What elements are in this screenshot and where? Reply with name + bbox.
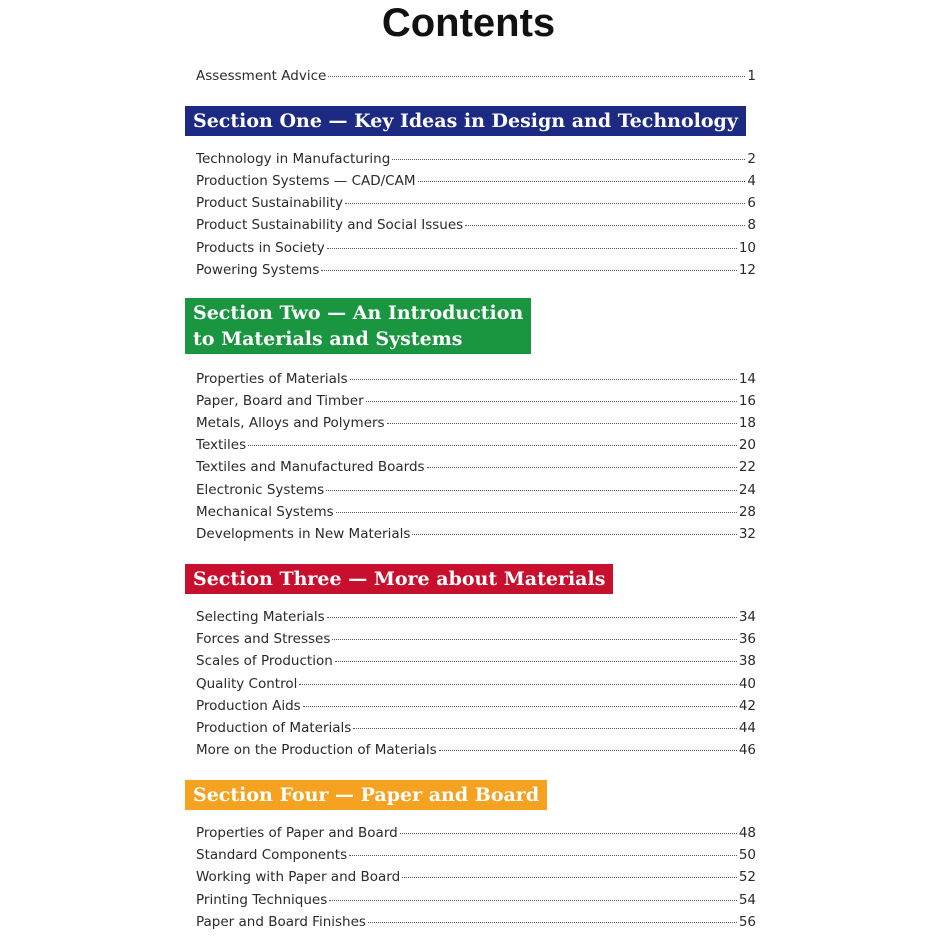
dot-leader [327,248,737,249]
page-title: Contents [381,1,556,45]
toc-entry[interactable] [196,238,756,258]
dot-leader [366,401,737,402]
toc-entry-page: 56 [738,914,756,930]
dot-leader [427,467,737,468]
toc-entry-page: 22 [738,459,756,475]
toc-entry-page: 24 [738,482,756,498]
toc-entry-label: Paper, Board and Timber [196,393,364,409]
toc-entry[interactable] [196,369,756,389]
toc-entry-page: 44 [738,720,756,736]
section-two-heading-line2: to Materials and Systems [193,328,463,350]
toc-entry[interactable] [196,193,756,213]
toc-entry[interactable] [196,260,756,280]
toc-entry[interactable] [196,413,756,433]
toc-entry-page: 36 [738,631,756,647]
toc-entry-label: Paper and Board Finishes [196,914,366,930]
toc-entry-page: 28 [738,504,756,520]
toc-entry-label: Printing Techniques [196,892,328,908]
toc-entry-page: 10 [738,240,756,256]
toc-entry-page: 34 [738,609,756,625]
toc-entry-page: 50 [738,847,756,863]
toc-entry-label: Forces and Stresses [196,631,331,647]
toc-entry-label: Selecting Materials [196,609,325,625]
toc-entry[interactable] [196,823,756,843]
section-one-heading: Section One — Key Ideas in Design and Technology [185,106,746,136]
dot-leader [329,900,737,901]
toc-entry-page: 4 [747,173,756,189]
toc-entry[interactable] [196,890,756,910]
toc-entry-label: Production Systems — CAD/CAM [196,173,416,189]
toc-entry[interactable] [196,607,756,627]
toc-entry-page: 2 [747,151,756,167]
toc-entry[interactable] [196,435,756,455]
section-two-heading [185,298,531,354]
toc-entry[interactable] [196,696,756,716]
toc-entry-page: 14 [738,371,756,387]
toc-entry-label: Quality Control [196,676,298,692]
dot-leader [368,922,737,923]
toc-entry[interactable] [196,912,756,932]
toc-entry-label: Assessment Advice [196,68,327,84]
toc-entry-label: Electronic Systems [196,482,325,498]
toc-entry[interactable] [196,391,756,411]
toc-entry[interactable] [196,457,756,477]
toc-entry-label: Technology in Manufacturing [196,151,391,167]
toc-entry-page: 8 [747,217,756,233]
toc-entry[interactable] [196,845,756,865]
toc-entry[interactable] [196,171,756,191]
toc-entry[interactable] [196,651,756,671]
toc-entry-label: Production Aids [196,698,301,714]
dot-leader [412,534,736,535]
toc-entry-label: Mechanical Systems [196,504,334,520]
dot-leader [349,855,737,856]
toc-entry-page: 42 [738,698,756,714]
toc-entry-label: Textiles and Manufactured Boards [196,459,425,475]
toc-entry[interactable] [196,480,756,500]
toc-entry-page: 32 [738,526,756,542]
toc-entry[interactable] [196,718,756,738]
toc-entry-page: 38 [738,653,756,669]
dot-leader [327,617,737,618]
toc-entry-page: 16 [738,393,756,409]
toc-entry-page: 18 [738,415,756,431]
section-four-heading: Section Four — Paper and Board [185,780,547,810]
dot-leader [418,181,746,182]
toc-entry-label: Properties of Paper and Board [196,825,398,841]
toc-entry-label: Scales of Production [196,653,333,669]
toc-entry-page: 46 [738,742,756,758]
section-three-heading: Section Three — More about Materials [185,564,613,594]
toc-entry-label: Production of Materials [196,720,352,736]
toc-entry-label: Working with Paper and Board [196,869,401,885]
toc-entry[interactable] [196,502,756,522]
toc-entry[interactable] [196,524,756,544]
toc-entry-label: Products in Society [196,240,325,256]
toc-entry-label: Textiles [196,437,247,453]
toc-entry[interactable] [196,149,756,169]
toc-entry-page: 54 [738,892,756,908]
dot-leader [326,490,737,491]
dot-leader [345,203,745,204]
toc-entry-page: 40 [738,676,756,692]
dot-leader [439,750,737,751]
toc-entry-label: Product Sustainability [196,195,343,211]
toc-entry-page: 6 [747,195,756,211]
toc-entry-page: 48 [738,825,756,841]
toc-entry-label: Powering Systems [196,262,320,278]
toc-entry[interactable] [196,215,756,235]
toc-entry[interactable] [196,867,756,887]
toc-entry[interactable] [196,674,756,694]
toc-entry-page: 52 [738,869,756,885]
toc-entry[interactable] [196,66,756,86]
dot-leader [303,706,737,707]
toc-entry-label: Standard Components [196,847,348,863]
toc-entry[interactable] [196,740,756,760]
toc-entry-page: 1 [747,68,756,84]
toc-entry-label: More on the Production of Materials [196,742,437,758]
toc-entry-label: Properties of Materials [196,371,348,387]
dot-leader [248,445,737,446]
dot-leader [328,76,745,77]
dot-leader [402,877,737,878]
toc-entry-label: Product Sustainability and Social Issues [196,217,464,233]
toc-entry-page: 20 [738,437,756,453]
section-two-heading-line1: Section Two — An Introduction [193,302,524,324]
dot-leader [332,639,736,640]
dot-leader [350,379,737,380]
dot-leader [321,270,736,271]
dot-leader [335,661,737,662]
dot-leader [465,225,745,226]
dot-leader [400,833,737,834]
dot-leader [299,684,736,685]
dot-leader [387,423,737,424]
dot-leader [392,159,745,160]
toc-entry-label: Developments in New Materials [196,526,411,542]
dot-leader [353,728,737,729]
toc-entry-page: 12 [738,262,756,278]
toc-entry-label: Metals, Alloys and Polymers [196,415,385,431]
dot-leader [336,512,737,513]
toc-entry[interactable] [196,629,756,649]
